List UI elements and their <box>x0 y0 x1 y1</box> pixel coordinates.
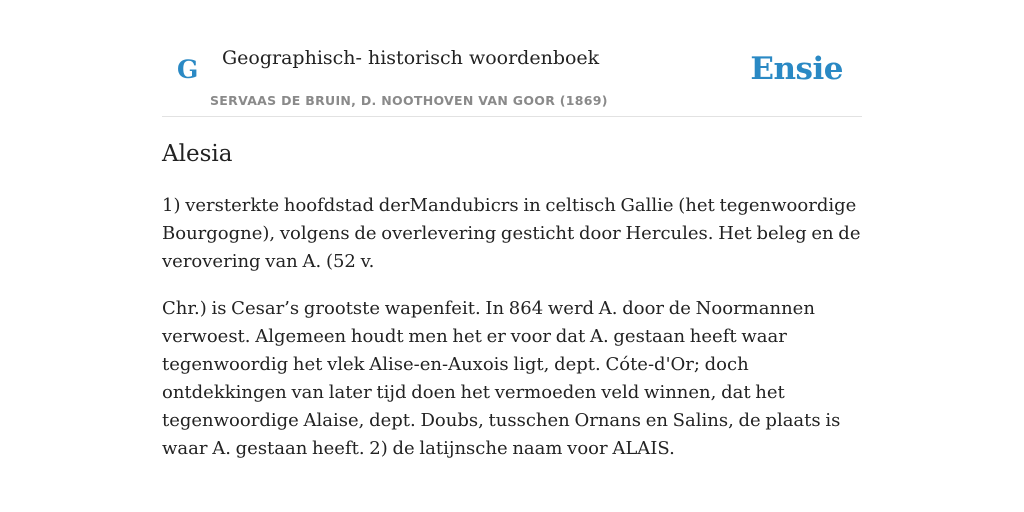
ensie-logo[interactable]: Ensie <box>750 51 843 87</box>
dictionary-title[interactable]: Geographisch- historisch woordenboek <box>222 47 600 69</box>
entry-paragraph: 1) versterkte hoofdstad derMandubicrs in celtisch Gallie (het tegenwoordige Bourgogne), volgens de overlevering gesticht door Hercules. Het beleg en de verovering van A. (52 v. <box>162 195 861 272</box>
entry-title: Alesia <box>162 141 233 167</box>
dictionary-header <box>162 0 862 117</box>
entry-paragraph: Chr.) is Cesar’s grootste wapenfeit. In 864 werd A. door de Noormannen verwoest. Algemeen houdt men het er voor dat A. gestaan heeft waar tegenwoordig het vlek Alise-en-Auxois ligt, dept. Cóte-d'Or; doch ontdekkingen van later tijd doen het vermoeden veld winnen, dat het tegenwoordige Alaise, dept. Doubs, tusschen Ornans en Salins, de plaats is waar A. gestaan heeft. 2) de latijnsche naam voor ALAIS. <box>162 298 841 459</box>
dictionary-letter-icon[interactable]: G <box>177 55 199 84</box>
dictionary-authors: SERVAAS DE BRUIN, D. NOOTHOVEN VAN GOOR (1869) <box>210 93 608 108</box>
page-container <box>162 0 862 459</box>
